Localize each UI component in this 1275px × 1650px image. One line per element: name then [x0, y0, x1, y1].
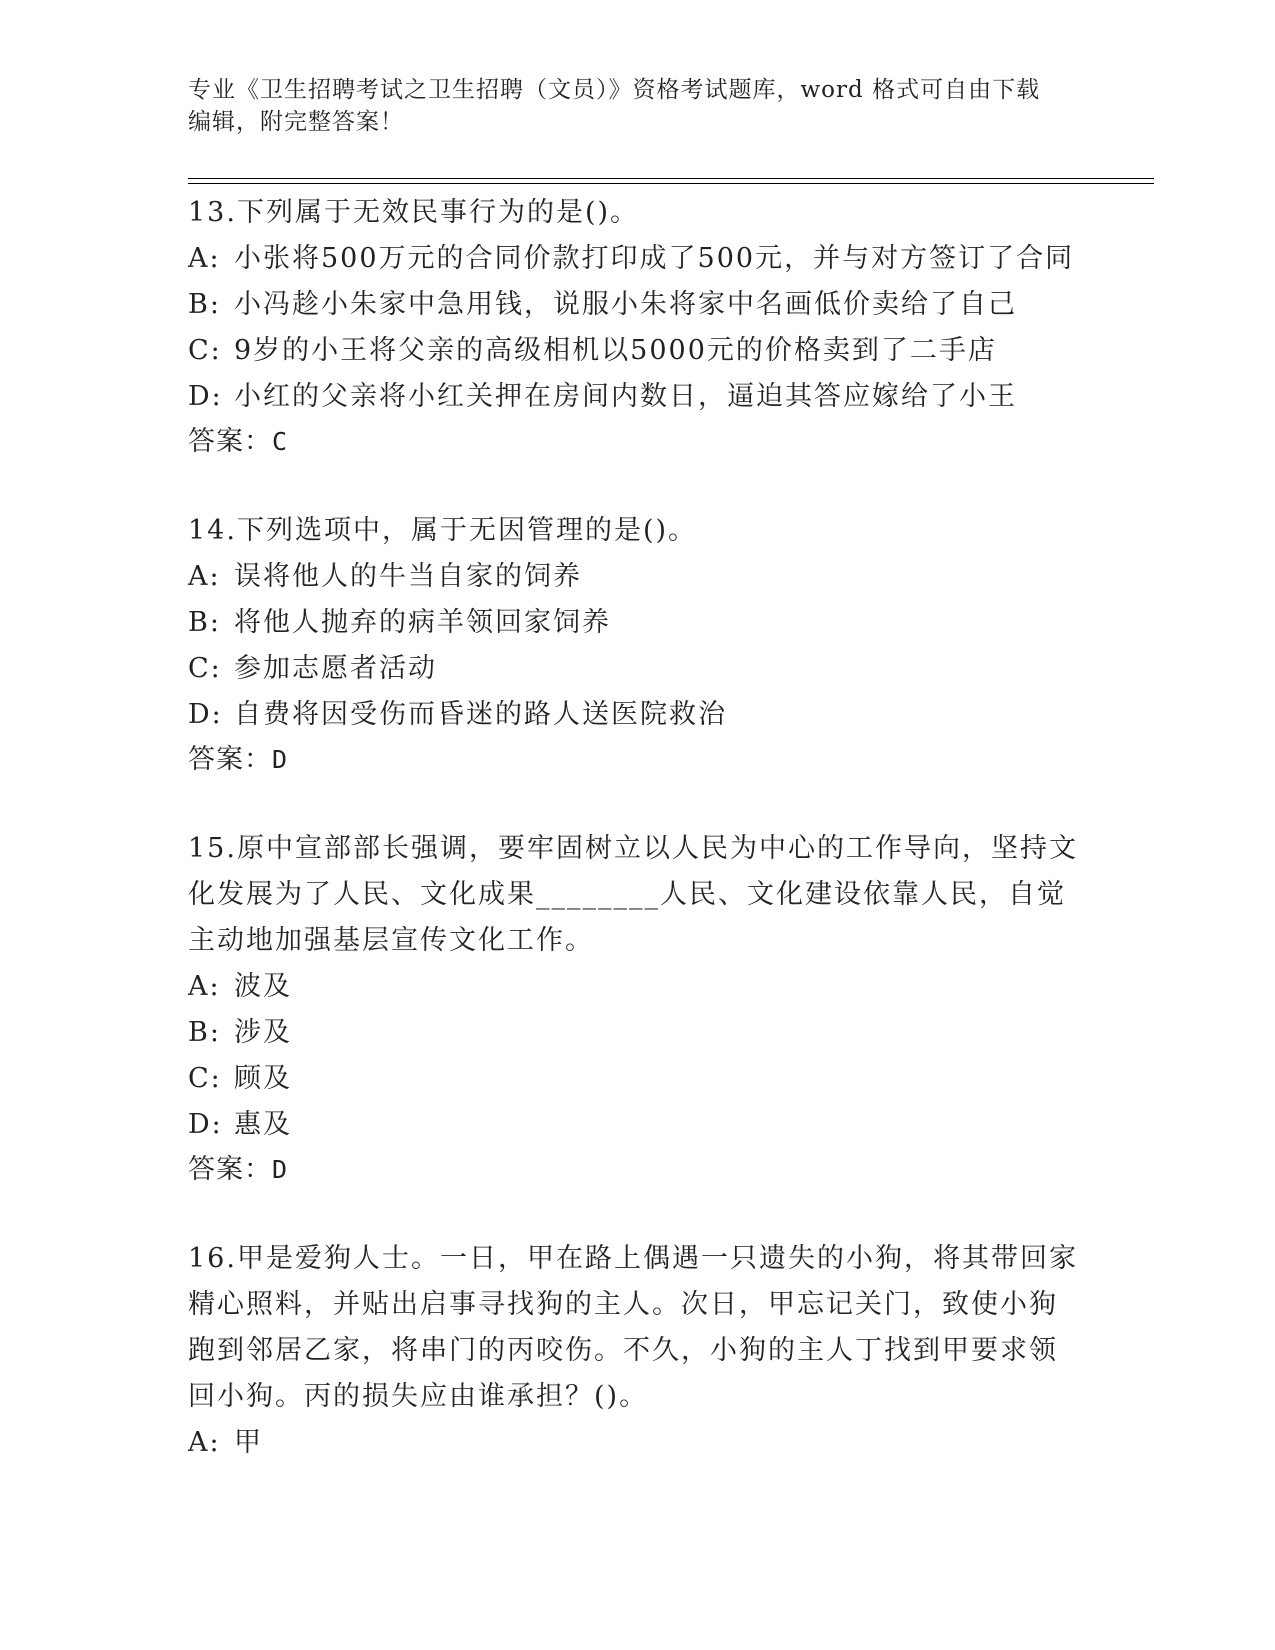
- option-text: 参加志愿者活动: [234, 653, 437, 684]
- option-label: A:: [188, 561, 221, 592]
- option-d: [188, 374, 1088, 420]
- question-stem-line-1: 15.原中宣部部长强调，要牢固树立以人民为中心的工作导向，坚持文: [188, 833, 1078, 864]
- option-text: 小红的父亲将小红关押在房间内数日，逼迫其答应嫁给了小王: [234, 381, 1017, 412]
- option-label: C:: [188, 335, 222, 366]
- answer-label: 答案：: [188, 426, 272, 457]
- question-stem-line-3: 主动地加强基层宣传文化工作。: [188, 925, 594, 956]
- question-stem: 14.下列选项中，属于无因管理的是()。: [188, 515, 698, 546]
- header-divider-top: [188, 178, 1154, 179]
- question-stem-line-1: 16.甲是爱狗人士。一日，甲在路上偶遇一只遗失的小狗，将其带回家: [188, 1243, 1078, 1274]
- option-d: [188, 1102, 1088, 1148]
- option-a: [188, 1420, 1088, 1466]
- option-b: [188, 600, 1088, 646]
- question-stem: 13.下列属于无效民事行为的是()。: [188, 197, 640, 228]
- answer-label: 答案：: [188, 744, 272, 775]
- answer-line: [188, 738, 1088, 782]
- option-text: 误将他人的牛当自家的饲养: [234, 561, 582, 592]
- answer-line: [188, 1148, 1088, 1192]
- question-stem-line-2: 精心照料，并贴出启事寻找狗的主人。次日，甲忘记关门，致使小狗: [188, 1289, 1058, 1320]
- option-label: A:: [188, 243, 221, 274]
- option-text: 小张将500万元的合同价款打印成了500元，并与对方签订了合同: [234, 243, 1075, 274]
- option-text: 惠及: [234, 1109, 292, 1140]
- option-label: D:: [188, 699, 223, 730]
- document-header: [188, 74, 1088, 138]
- option-text: 涉及: [234, 1017, 292, 1048]
- question-16: [188, 1236, 1088, 1466]
- option-text: 顾及: [234, 1063, 292, 1094]
- header-divider-bottom: [188, 183, 1154, 184]
- option-label: B:: [188, 607, 221, 638]
- option-label: B:: [188, 1017, 221, 1048]
- option-b: [188, 1010, 1088, 1056]
- option-text: 小冯趁小朱家中急用钱，说服小朱将家中名画低价卖给了自己: [234, 289, 1017, 320]
- answer-label: 答案：: [188, 1154, 272, 1185]
- option-label: D:: [188, 1109, 223, 1140]
- question-stem-line-2: 化发展为了人民、文化成果________人民、文化建设依靠人民，自觉: [188, 879, 1066, 910]
- option-text: 自费将因受伤而昏迷的路人送医院救治: [234, 699, 727, 730]
- question-list: [188, 190, 1088, 1510]
- option-d: [188, 692, 1088, 738]
- question-13: [188, 190, 1088, 464]
- question-15: [188, 826, 1088, 1192]
- answer-line: [188, 420, 1088, 464]
- header-line-1: 专业《卫生招聘考试之卫生招聘（文员）》资格考试题库，word 格式可自由下载: [188, 77, 1041, 103]
- option-label: D:: [188, 381, 223, 412]
- option-c: [188, 646, 1088, 692]
- option-label: B:: [188, 289, 221, 320]
- option-label: C:: [188, 1063, 222, 1094]
- question-stem-line-3: 跑到邻居乙家，将串门的丙咬伤。不久，小狗的主人丁找到甲要求领: [188, 1335, 1058, 1366]
- option-a: [188, 964, 1088, 1010]
- option-text: 甲: [234, 1427, 263, 1458]
- option-b: [188, 282, 1088, 328]
- option-text: 将他人抛弃的病羊领回家饲养: [234, 607, 611, 638]
- option-c: [188, 1056, 1088, 1102]
- option-a: [188, 554, 1088, 600]
- answer-value: C: [272, 427, 289, 456]
- option-text: 9岁的小王将父亲的高级相机以5000元的价格卖到了二手店: [234, 335, 997, 366]
- header-line-2: 编辑，附完整答案！: [188, 109, 404, 135]
- question-14: [188, 508, 1088, 782]
- option-label: C:: [188, 653, 222, 684]
- option-label: A:: [188, 971, 221, 1002]
- option-a: [188, 236, 1088, 282]
- option-label: A:: [188, 1427, 221, 1458]
- option-text: 波及: [234, 971, 292, 1002]
- question-stem-line-4: 回小狗。丙的损失应由谁承担？()。: [188, 1381, 649, 1412]
- answer-value: D: [272, 1155, 289, 1184]
- answer-value: D: [272, 745, 289, 774]
- option-c: [188, 328, 1088, 374]
